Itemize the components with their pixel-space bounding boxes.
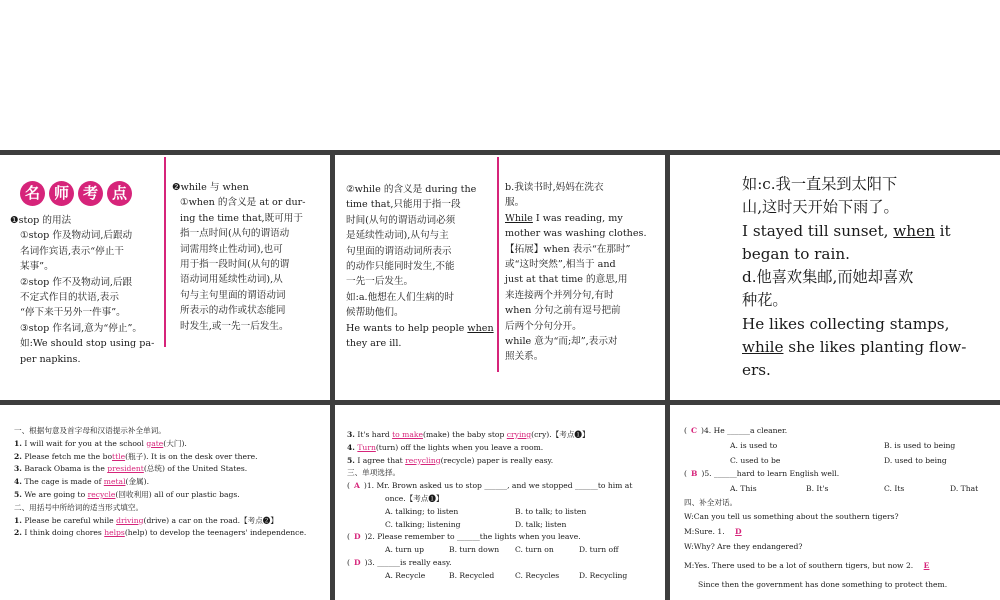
answer-text: metal xyxy=(103,477,126,487)
badge-char: 师 xyxy=(49,181,74,206)
text-line: 是延续性动词),从句与主 xyxy=(346,230,449,242)
mc-option: D. turn off xyxy=(579,545,619,555)
question-number: 1. xyxy=(14,438,22,448)
examples-cd xyxy=(742,173,992,383)
answer-text: Turn xyxy=(357,442,376,452)
mc-option: B. to talk; to listen xyxy=(515,506,587,516)
example-sentence xyxy=(505,211,657,226)
question-text: (cry).【考点❶】 xyxy=(531,430,590,439)
question-text: (总统) of the United States. xyxy=(143,464,248,474)
section-heading: 四、补全对话。 xyxy=(684,497,738,507)
mc-option: C. used to be xyxy=(730,455,781,465)
top-blank-area xyxy=(0,0,1000,150)
question-item xyxy=(14,438,326,451)
text-line: 时发生,或一先一后发生。 xyxy=(180,320,289,332)
mc-option: D. talk; listen xyxy=(515,519,567,529)
dialog-text: M:Yes. There used to be a lot of southern tigers, but now 2. xyxy=(684,560,914,570)
question-number: 2. xyxy=(14,451,22,461)
text-line: 来连接两个并列分句,有时 xyxy=(505,289,614,301)
exercise-block xyxy=(14,425,326,540)
sentence-part: it xyxy=(934,221,951,240)
question-item xyxy=(347,429,661,442)
answer-text: recycle xyxy=(87,489,116,499)
text-line: He likes collecting stamps, xyxy=(742,314,950,333)
question-number: )1. xyxy=(363,481,375,491)
sentence-part: He wants to help people xyxy=(346,322,468,334)
question-item xyxy=(14,451,326,464)
exercise-block xyxy=(684,425,996,591)
text-line: while 意为“而;却”,表示对 xyxy=(505,336,618,348)
question-number: 1. xyxy=(14,515,22,525)
text-line: 指一点时间(从句的谓语动 xyxy=(180,228,290,240)
question-number: )5. xyxy=(701,468,712,478)
mc-option: A. turn up xyxy=(385,545,424,555)
example-sentence xyxy=(742,220,992,243)
text-line: 照关系。 xyxy=(505,351,544,363)
question-text: (回收利用) all of our plastic bags. xyxy=(115,489,240,499)
sentence-part: I stayed till sunset, xyxy=(742,221,894,240)
text-line: ers. xyxy=(742,361,771,380)
text-line: 名词作宾语,表示“停止干 xyxy=(20,245,124,257)
question-number: 4. xyxy=(14,477,22,487)
sentence-part: I was reading, my xyxy=(532,212,623,224)
while-when-section xyxy=(172,180,324,334)
question-item xyxy=(14,476,326,489)
text-line: ①stop 作及物动词,后跟动 xyxy=(20,230,133,242)
mc-option: C. Its xyxy=(884,483,905,493)
question-number: 5. xyxy=(347,455,355,465)
question-text: I think doing chores xyxy=(21,528,105,538)
column-divider xyxy=(497,157,499,372)
mc-option: B. Recycled xyxy=(449,570,495,580)
section-heading: 二、用括号中所给词的适当形式填空。 xyxy=(14,502,144,512)
mc-question: ( B )5. ______hard to learn English well. xyxy=(684,468,840,478)
question-item xyxy=(14,515,326,528)
dialog-line: W:Why? Are they endangered? xyxy=(684,541,803,551)
panel-examples-large xyxy=(670,155,1000,400)
dialog-line xyxy=(684,560,996,573)
text-line: “停下来干另外一件事”。 xyxy=(20,307,126,319)
answer-text: crying xyxy=(506,430,532,439)
dialog-line: Since then the government has done something to protect them. xyxy=(698,579,948,589)
mc-option: A. is used to xyxy=(730,440,778,450)
question-text: He ______a cleaner. xyxy=(711,426,788,435)
text-line: ②stop 作不及物动词,后跟 xyxy=(20,276,133,288)
badge-char: 点 xyxy=(107,181,132,206)
text-line: 语动词用延续性动词),从 xyxy=(180,274,283,286)
panel-exercises-1 xyxy=(0,405,330,600)
mc-option: B. It's xyxy=(806,483,829,493)
mc-option: A. talking; to listen xyxy=(385,506,459,516)
badge-char: 考 xyxy=(78,181,103,206)
exam-points-badge xyxy=(20,181,136,206)
keyword-while: while xyxy=(742,338,784,357)
text-line: began to rain. xyxy=(742,244,850,263)
mc-option: A. This xyxy=(730,483,757,493)
text-line: time that,只能用于指一段 xyxy=(346,199,461,211)
while-meaning-section xyxy=(346,182,496,351)
text-line: 山,这时天开始下雨了。 xyxy=(742,198,899,217)
question-number: )4. xyxy=(701,426,712,435)
question-text: (make) the baby stop xyxy=(423,430,507,439)
text-line: d.他喜欢集邮,而她却喜欢 xyxy=(742,268,914,287)
mc-options xyxy=(347,570,661,583)
mc-option: B. turn down xyxy=(449,545,500,555)
question-text: Please be careful while xyxy=(21,515,117,525)
example-sentence xyxy=(346,321,496,336)
mc-options xyxy=(684,481,996,497)
dialog-line xyxy=(684,526,996,539)
paren: ( xyxy=(347,481,350,491)
mc-option: D. used to being xyxy=(884,455,947,465)
mc-answer: D xyxy=(353,532,361,542)
question-text: Barack Obama is the xyxy=(21,464,108,474)
section-heading: 一、根据句意及首字母和汉语提示补全单词。 xyxy=(14,426,166,435)
question-item xyxy=(14,463,326,476)
text-line: 的动作只能同时发生,不能 xyxy=(346,261,455,273)
mc-option: B. is used to being xyxy=(884,440,956,450)
question-text: (金属). xyxy=(125,477,150,487)
question-item xyxy=(14,489,326,502)
text-line: 服。 xyxy=(505,197,525,209)
keyword-when: when xyxy=(467,322,494,334)
mc-option: C. talking; listening xyxy=(385,519,461,529)
while-example-section xyxy=(505,180,657,365)
text-line: 词需用终止性动词),也可 xyxy=(180,243,283,255)
question-item xyxy=(14,527,326,540)
example-sentence xyxy=(742,336,992,359)
question-text: I agree that xyxy=(354,455,406,465)
text-line: 种花。 xyxy=(742,291,788,310)
panel-exercises-2 xyxy=(335,405,665,600)
text-line: 用于指一段时间(从句的谓 xyxy=(180,259,290,271)
panel-exam-points-1 xyxy=(0,155,330,400)
question-text: (recycle) paper is really easy. xyxy=(440,455,554,465)
mc-options xyxy=(347,506,661,532)
question-item xyxy=(347,455,661,468)
sentence-part: she likes planting flow- xyxy=(783,338,967,357)
mc-answer: D xyxy=(353,557,361,567)
text-line: 句与主句里面的谓语动词 xyxy=(180,289,286,301)
mc-question xyxy=(347,480,661,493)
question-text: (drive) a car on the road.【考点❷】 xyxy=(143,515,278,525)
question-text: It's hard xyxy=(354,430,393,439)
mc-options xyxy=(684,438,996,468)
question-text: Please fetch me the bo xyxy=(21,451,113,461)
mc-option: A. Recycle xyxy=(385,570,426,580)
mc-option: C. turn on xyxy=(515,545,554,555)
stop-usage-section xyxy=(10,213,162,367)
mc-answer: B xyxy=(690,468,698,478)
text-line: b.我读书时,妈妈在洗衣 xyxy=(505,182,604,193)
answer-text: E xyxy=(923,560,930,570)
text-line: 一先一后发生。 xyxy=(346,276,414,288)
keyword-while: While xyxy=(505,212,533,224)
question-text: The cage is made of xyxy=(21,477,104,487)
question-number: 2. xyxy=(14,528,22,538)
section-heading: 三、单项选择。 xyxy=(347,468,401,478)
badge-char: 名 xyxy=(20,181,45,206)
mc-answer: A xyxy=(353,481,360,491)
answer-text: to make xyxy=(392,430,423,439)
text-line: once.【考点❶】 xyxy=(385,493,444,503)
mc-answer: C xyxy=(690,426,698,435)
text-line: they are ill. xyxy=(346,338,402,350)
question-text: We are going to xyxy=(21,489,88,499)
answer-text: D xyxy=(735,527,742,537)
text-line: 候帮助他们。 xyxy=(346,307,404,319)
column-divider xyxy=(164,157,166,347)
dialog-line: W:Can you tell us something about the southern tigers? xyxy=(684,512,899,522)
text-line: 不定式作目的状语,表示 xyxy=(20,292,119,304)
question-item xyxy=(347,442,661,455)
question-text: (turn) off the lights when you leave a room. xyxy=(375,442,544,452)
question-text: (大门). xyxy=(163,438,187,448)
mc-options xyxy=(347,544,661,557)
text-line: mother was washing clothes. xyxy=(505,228,647,240)
question-number: 5. xyxy=(14,489,22,499)
dialog-text: M:Sure. 1. xyxy=(684,527,725,537)
answer-text: driving xyxy=(116,515,144,525)
text-line: ②while 的含义是 during the xyxy=(346,184,477,195)
keyword-when: when xyxy=(893,221,935,240)
text-line: 后两个分句分开。 xyxy=(505,320,582,332)
mc-option: D. Recycling xyxy=(579,570,628,580)
answer-text: president xyxy=(107,464,144,474)
answer-text: helps xyxy=(104,528,125,538)
mc-option: D. That xyxy=(950,483,979,493)
question-number: 4. xyxy=(347,442,355,452)
question-text: I will wait for you at the school xyxy=(21,438,147,448)
text-line: 或“这时突然”,相当于 and xyxy=(505,259,616,271)
text-line: 所表示的动作或状态能同 xyxy=(180,305,286,317)
section-heading: ❶stop 的用法 xyxy=(10,215,72,226)
text-line: 某事”。 xyxy=(20,261,54,273)
text-line: 句里面的谓语动词所表示 xyxy=(346,245,452,257)
mc-question: ( D )2. Please remember to ______the lights when you leave. xyxy=(347,532,581,542)
question-text: (help) to develop the teenagers' independence. xyxy=(124,528,307,538)
question-text: (瓶子). It is on the desk over there. xyxy=(125,451,258,461)
text-line: 如:a.他想在人们生病的时 xyxy=(346,291,454,303)
answer-text: gate xyxy=(146,438,164,448)
text-line: 【拓展】when 表示“在那时” xyxy=(505,243,631,255)
question-number: 3. xyxy=(14,464,22,474)
panel-exam-points-2 xyxy=(335,155,665,400)
question-number: 3. xyxy=(347,430,355,439)
text-line: ③stop 作名词,意为“停止”。 xyxy=(20,322,142,334)
exercise-block xyxy=(347,429,661,583)
panel-exercises-3 xyxy=(670,405,1000,600)
section-heading: ❷while 与 when xyxy=(172,182,249,193)
text-line: 时间(从句的谓语动词必须 xyxy=(346,214,456,226)
text-line: just at that time 的意思,用 xyxy=(505,274,628,286)
mc-option: C. Recycles xyxy=(515,570,560,580)
text-line: ing the time that,既可用于 xyxy=(180,212,303,224)
question-text: ______hard to learn English well. xyxy=(711,468,840,478)
question-text: Mr. Brown asked us to stop ______, and we stopped ______to him at xyxy=(374,481,633,491)
text-line: 如:We should stop using pa- xyxy=(20,338,155,350)
answer-text: recycling xyxy=(405,455,441,465)
text-line: 如:c.我一直呆到太阳下 xyxy=(742,175,898,193)
mc-question: ( D )3. ______is really easy. xyxy=(347,557,452,567)
question-text: Please remember to ______the lights when you leave. xyxy=(374,532,581,542)
mc-question: ( C )4. He ______a cleaner. xyxy=(684,426,788,435)
question-text: ______is really easy. xyxy=(374,557,452,567)
text-line: per napkins. xyxy=(20,353,81,365)
text-line: when 分句之前有逗号把前 xyxy=(505,305,621,317)
answer-text: ttle xyxy=(112,451,126,461)
text-line: ①when 的含义是 at or dur- xyxy=(180,197,306,209)
